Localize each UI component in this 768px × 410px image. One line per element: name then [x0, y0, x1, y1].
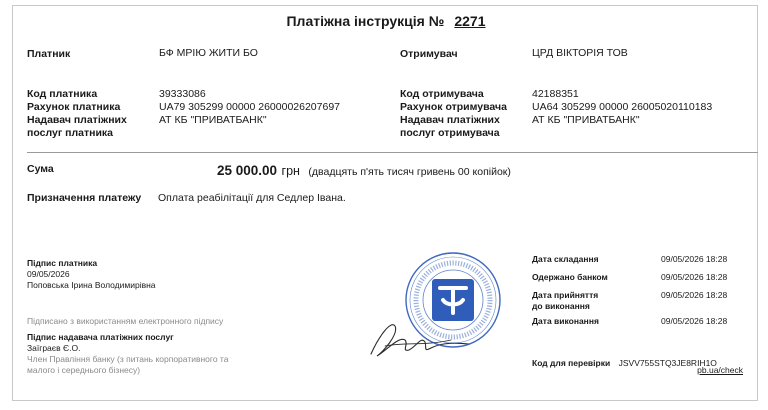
recipient-name: ЦРД ВІКТОРІЯ ТОВ — [532, 47, 628, 59]
payer-signature-label: Підпис платника — [27, 258, 98, 268]
purpose-label: Призначення платежу — [27, 192, 142, 204]
document-number: 2271 — [454, 13, 486, 29]
date-value-executed: 09/05/2026 18:28 — [661, 316, 728, 326]
date-value-composed: 09/05/2026 18:28 — [661, 254, 728, 264]
payer-provider: АТ КБ "ПРИВАТБАНК" — [159, 114, 267, 126]
divider — [27, 152, 758, 153]
recipient-label: Отримувач — [400, 48, 458, 60]
payer-account-label: Рахунок платника — [27, 101, 121, 113]
date-label-accepted: Дата прийняття до виконання — [532, 290, 599, 311]
provider-position: Член Правління банку (з питань корпоративного та малого і середнього бізнесу) — [27, 354, 229, 375]
document-title: Платіжна інструкція № 2271 — [286, 13, 486, 29]
provider-signature-name: Заїграєв Є.О. — [27, 343, 81, 353]
check-code-line — [532, 353, 717, 371]
date-value-accepted: 09/05/2026 18:28 — [661, 290, 728, 300]
payer-code: 39333086 — [159, 88, 206, 100]
payer-code-label: Код платника — [27, 88, 98, 100]
amount-currency: грн — [281, 164, 300, 178]
amount-value: 25 000.00 — [217, 163, 278, 178]
date-label-composed: Дата складання — [532, 254, 599, 264]
bank-stamp — [403, 250, 503, 350]
date-label-received: Одержано банком — [532, 272, 608, 282]
recipient-provider-label: Надавач платіжних послуг отримувача — [400, 114, 500, 139]
check-code-label: Код для перевірки — [532, 358, 611, 368]
recipient-code-label: Код отримувача — [400, 88, 484, 100]
purpose-text: Оплата реабілітації для Седлер Івана. — [158, 192, 346, 204]
payer-provider-label: Надавач платіжних послуг платника — [27, 114, 127, 139]
payment-instruction — [12, 5, 758, 401]
payer-signature-name: Поповська Ірина Володимирівна — [27, 280, 156, 290]
amount-label: Сума — [27, 163, 54, 175]
date-value-received: 09/05/2026 18:28 — [661, 272, 728, 282]
date-label-executed: Дата виконання — [532, 316, 599, 326]
payer-name: БФ МРІЮ ЖИТИ БО — [159, 47, 258, 59]
payer-label: Платник — [27, 48, 71, 60]
check-code: JSVV755STQ3JE8RIH1O — [618, 358, 717, 368]
provider-signature-label: Підпис надавача платіжних послуг — [27, 332, 174, 342]
electronic-signature-note: Підписано з використанням електронного підпису — [27, 316, 224, 326]
payer-signature-date: 09/05/2026 — [27, 269, 70, 279]
amount-words: (двадцять п'ять тисяч гривень 00 копійок) — [308, 166, 511, 178]
recipient-account-label: Рахунок отримувача — [400, 101, 507, 113]
recipient-account: UA64 305299 00000 26005020110183 — [532, 101, 713, 113]
check-link[interactable]: pb.ua/check — [697, 365, 743, 375]
payer-account: UA79 305299 00000 26000026207697 — [159, 101, 341, 113]
amount-line — [217, 162, 511, 180]
recipient-code: 42188351 — [532, 88, 579, 100]
recipient-provider: АТ КБ "ПРИВАТБАНК" — [532, 114, 640, 126]
